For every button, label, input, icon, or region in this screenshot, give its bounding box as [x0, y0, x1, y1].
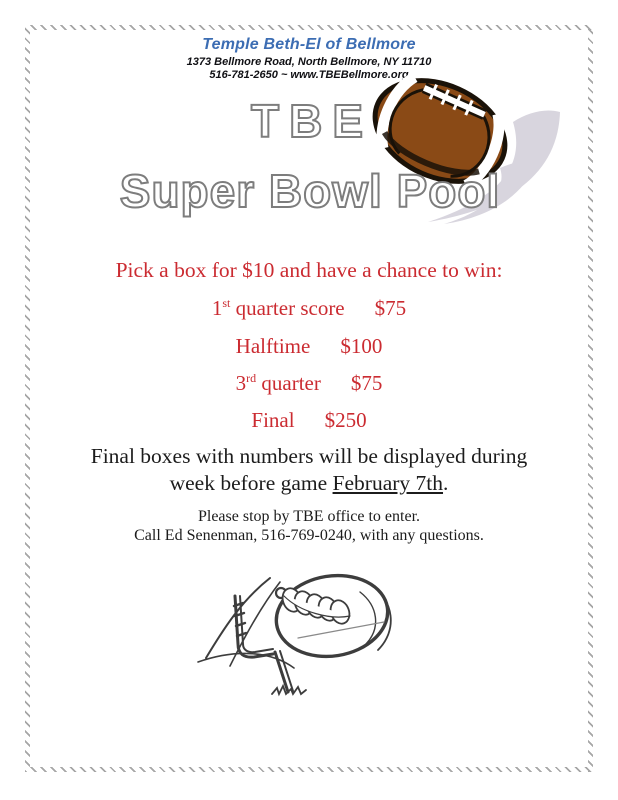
prize-label: Halftime — [235, 334, 311, 358]
border-top — [25, 25, 593, 30]
display-line1: Final boxes with numbers will be displayed during — [90, 444, 528, 468]
prize-row-halftime — [0, 334, 618, 359]
display-info — [0, 443, 618, 497]
prize-row-q3 — [0, 371, 618, 396]
border-left — [25, 25, 30, 772]
prize-amount: $75 — [350, 371, 383, 395]
display-line2: week before game February 7th. — [169, 471, 449, 495]
football-kick-sketch-icon — [180, 566, 430, 706]
border-bottom — [25, 767, 593, 772]
prize-row-final — [0, 408, 618, 433]
org-name: Temple Beth-El of Bellmore — [202, 36, 416, 53]
prize-row-q1 — [0, 296, 618, 321]
game-date: February 7th — [332, 471, 444, 495]
entry-notes — [0, 507, 618, 545]
prize-amount: $250 — [324, 408, 367, 432]
org-address: 1373 Bellmore Road, North Bellmore, NY 11710 — [186, 56, 432, 68]
prize-label: Final — [251, 408, 295, 432]
prize-amount: $75 — [374, 296, 407, 320]
super-bowl-pool-title — [100, 156, 520, 222]
prize-label: 1st quarter score — [211, 296, 345, 320]
super-bowl-pool-text: Super Bowl Pool — [119, 165, 501, 217]
border-right — [588, 25, 593, 772]
prize-amount: $100 — [340, 334, 383, 358]
note-enter: Please stop by TBE office to enter. — [197, 508, 421, 525]
tbe-title-text: TBE — [251, 95, 373, 147]
prize-label: 3rd quarter — [235, 371, 321, 395]
pool-intro: Pick a box for $10 and have a chance to win: — [115, 258, 503, 282]
note-contact: Call Ed Senenman, 516-769-0240, with any questions. — [134, 527, 484, 544]
org-contact: 516-781-2650 ~ www.TBEBellmore.org — [209, 69, 409, 81]
